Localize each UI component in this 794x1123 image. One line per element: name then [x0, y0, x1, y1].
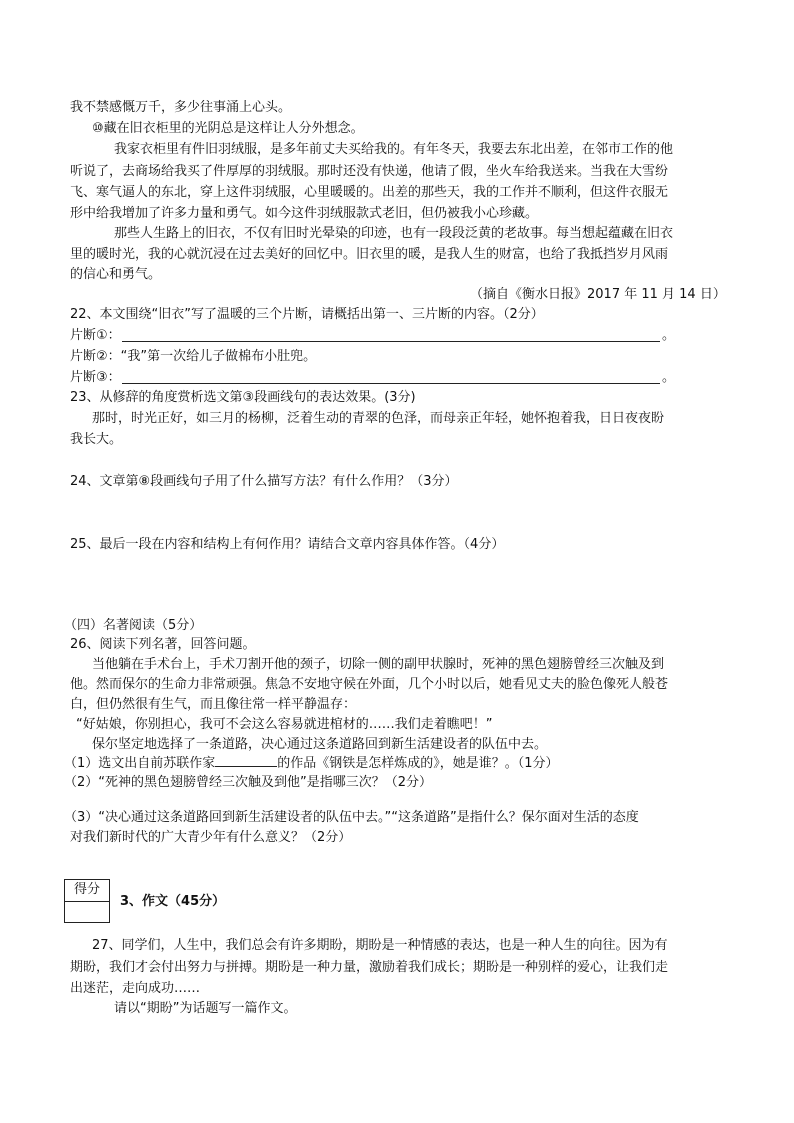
author-answer-blank[interactable] [215, 755, 277, 767]
fragment-1-period: 。 [662, 328, 676, 343]
fragment-3-period: 。 [662, 370, 676, 385]
writing-prompt-line: 请以“期盼”为话题写一篇作文。 [114, 1001, 297, 1016]
subquestion-3-line: （3）“决心通过这条道路回到新生活建设者的队伍中去。”“这条道路”是指什么？保尔面对生活的态度 [64, 810, 639, 825]
fragment-1-label: 片断①： [70, 328, 121, 343]
passage-line: 我家衣柜里有件旧羽绒服，是多年前丈夫买给我的。有年冬天，我要去东北出差，在邻市工作的他 [114, 142, 674, 157]
subquestion-2: （2）“死神的黑色翅膀曾经三次触及到他”是指哪三次？（2分） [64, 775, 433, 790]
excerpt-line: 他。然而保尔的生命力非常顽强。焦急不安地守候在外面，几个小时以后，她看见丈夫的脸色像死人般苍 [70, 677, 669, 692]
fragment-2: 片断②：“我”第一次给儿子做棉布小肚兜。 [70, 349, 317, 364]
subquestion-1-suffix: 的作品《钢铁是怎样炼成的》，她是谁？。（1分） [277, 756, 559, 771]
fragment-3-label: 片断③： [70, 370, 121, 385]
subquestion-1-prefix: （1）选文出自前苏联作家 [64, 756, 216, 771]
fragment-3-answer-line[interactable] [122, 383, 660, 384]
excerpt-line: 当他躺在手术台上，手术刀割开他的颈子，切除一侧的副甲状腺时，死神的黑色翅膀曾经三次触及到 [92, 657, 665, 672]
fragment-1-answer-line[interactable] [122, 341, 660, 342]
excerpt-line: 保尔坚定地选择了一条道路，决心通过这条道路回到新生活建设者的队伍中去。 [92, 737, 548, 752]
quote-line: 我长大。 [70, 432, 123, 447]
excerpt-line: 白，但仍然很有生气，而且像往常一样平静温存： [70, 697, 357, 712]
question-25: 25、最后一段在内容和结构上有何作用？请结合文章内容具体作答。（4分） [70, 537, 505, 552]
source-citation: （摘自《衡水日报》2017 年 11 月 14 日） [470, 287, 726, 302]
passage-line: 那些人生路上的旧衣，不仅有旧时光晕染的印迹，也有一段段泛黄的老故事。每当想起蕴藏在旧衣 [114, 226, 674, 241]
subquestion-1 [64, 755, 559, 773]
question-26: 26、阅读下列名著，回答问题。 [70, 637, 256, 652]
score-label: 得分 [65, 880, 109, 902]
subquestion-3-line: 对我们新时代的广大青少年有什么意义？（2分） [70, 830, 352, 845]
question-22: 22、本文围绕“旧衣”写了温暖的三个片断，请概括出第一、三片断的内容。（2分） [70, 307, 544, 322]
writing-prompt-line: 期盼，我们才会付出努力与拼搏。期盼是一种力量，激励着我们成长；期盼是一种别样的爱心，让我们走 [70, 960, 669, 975]
writing-title: 3、作文（45分） [120, 894, 226, 909]
writing-prompt-line: 出迷茫，走向成功…… [70, 981, 201, 996]
paragraph-10-title: ⑩藏在旧衣柜里的光阴总是这样让人分外想念。 [92, 121, 364, 136]
question-23: 23、从修辞的角度赏析选文第③段画线句的表达效果。(3分) [70, 390, 416, 405]
passage-line: 形中给我增加了许多力量和勇气。如今这件羽绒服款式老旧，但仍被我小心珍藏。 [70, 206, 539, 221]
passage-line: 我不禁感慨万千，多少往事涌上心头。 [70, 100, 292, 115]
excerpt-line: “好姑娘，你别担心，我可不会这么容易就进棺材的……我们走着瞧吧！” [76, 717, 493, 732]
score-box [64, 879, 110, 923]
writing-prompt-line: 27、同学们，人生中，我们总会有许多期盼，期盼是一种情感的表达，也是一种人生的向往。因为有 [92, 938, 668, 953]
quote-line: 那时，时光正好，如三月的杨柳，泛着生动的青翠的色泽，而母亲正年轻，她怀抱着我，日日夜夜盼 [92, 411, 665, 426]
passage-line: 听说了，去商场给我买了件厚厚的羽绒服。那时还没有快递，他请了假，坐火车给我送来。当我在大雪纷 [70, 164, 669, 179]
passage-line: 里的暖时光，我的心就沉浸在过去美好的回忆中。旧衣里的暖，是我人生的财富，也给了我抵挡岁月风雨 [70, 247, 669, 262]
section-4-title: （四）名著阅读（5分） [64, 618, 203, 633]
score-field[interactable] [65, 902, 109, 923]
passage-line: 飞、寒气逼人的东北，穿上这件羽绒服，心里暖暖的。出差的那些天，我的工作并不顺利，但这件衣服无 [70, 185, 669, 200]
passage-line: 的信心和勇气。 [70, 267, 162, 282]
question-24: 24、文章第⑧段画线句子用了什么描写方法？有什么作用？（3分） [70, 474, 458, 489]
